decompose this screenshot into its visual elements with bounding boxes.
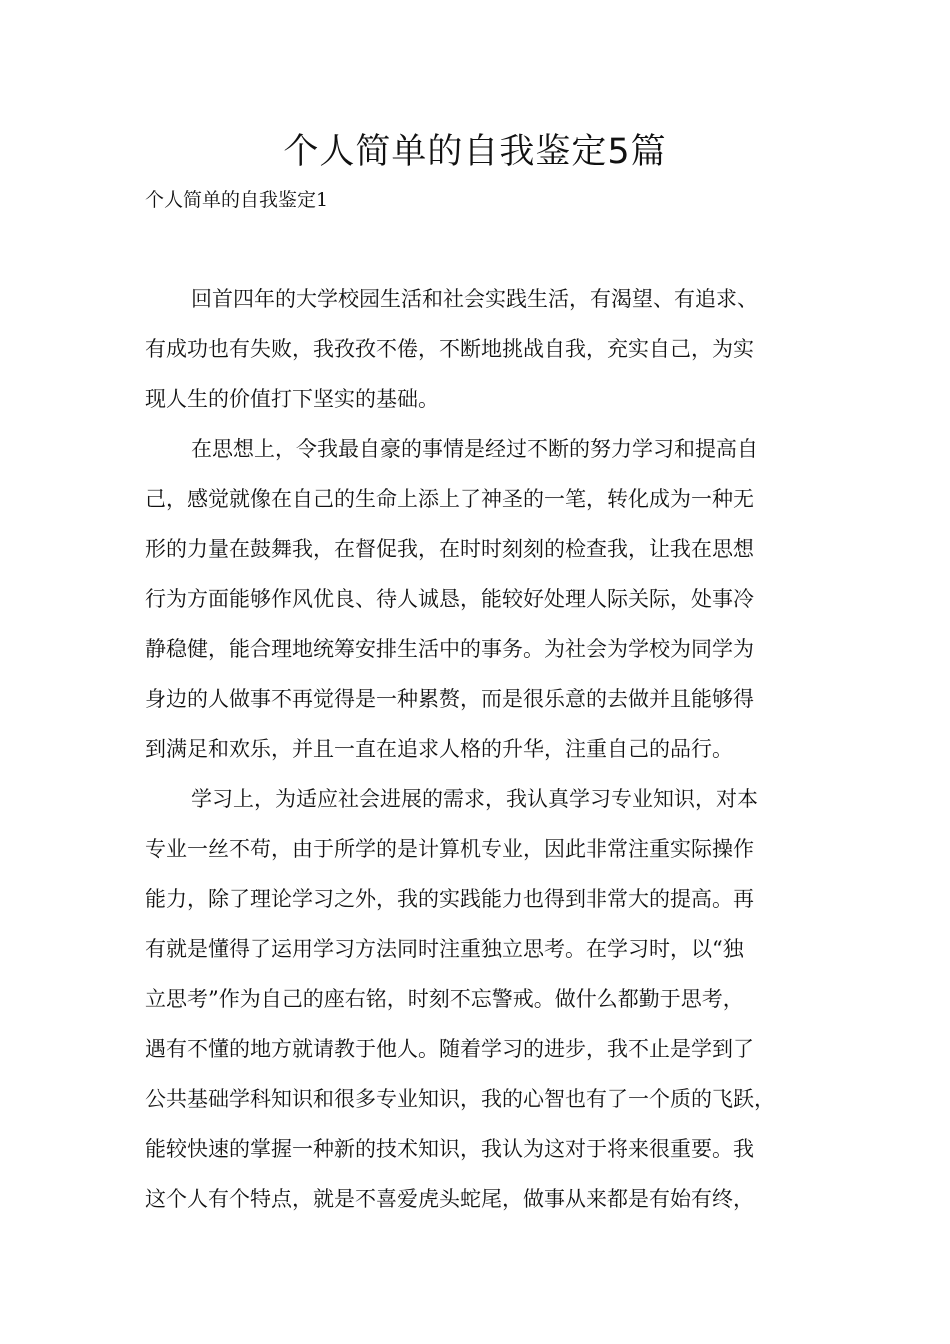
paragraph-line: 回首四年的大学校园生活和社会实践生活，有渴望、有追求、 [191, 287, 758, 311]
paragraph-line: 形的力量在鼓舞我，在督促我，在时时刻刻的检查我，让我在思想 [145, 537, 754, 561]
paragraph-line: 在思想上，令我最自豪的事情是经过不断的努力学习和提高自 [191, 437, 758, 461]
paragraph-line: 能较快速的掌握一种新的技术知识，我认为这对于将来很重要。我 [145, 1137, 754, 1161]
document-title: 个人简单的自我鉴定5篇 [283, 132, 667, 172]
paragraph-line: 遇有不懂的地方就请教于他人。随着学习的进步，我不止是学到了 [145, 1037, 754, 1061]
paragraph-line: 公共基础学科知识和很多专业知识，我的心智也有了一个质的飞跃， [145, 1087, 775, 1111]
paragraph-1 [145, 274, 825, 424]
paragraph-2 [145, 424, 825, 774]
paragraph-3 [145, 774, 825, 1224]
paragraph-line: 有就是懂得了运用学习方法同时注重独立思考。在学习时，以“独 [145, 937, 744, 961]
paragraph-line: 行为方面能够作风优良、待人诚恳，能较好处理人际关际，处事冷 [145, 587, 754, 611]
paragraph-line: 己，感觉就像在自己的生命上添上了神圣的一笔，转化成为一种无 [145, 487, 754, 511]
section-heading: 个人简单的自我鉴定1 [145, 189, 329, 211]
paragraph-line: 能力，除了理论学习之外，我的实践能力也得到非常大的提高。再 [145, 887, 754, 911]
paragraph-line: 有成功也有失败，我孜孜不倦，不断地挑战自我，充实自己，为实 [145, 337, 754, 361]
paragraph-line: 身边的人做事不再觉得是一种累赘，而是很乐意的去做并且能够得 [145, 687, 754, 711]
paragraph-line: 立思考”作为自己的座右铭，时刻不忘警戒。做什么都勤于思考， [145, 987, 744, 1011]
paragraph-line: 专业一丝不苟，由于所学的是计算机专业，因此非常注重实际操作 [145, 837, 754, 861]
paragraph-line: 到满足和欢乐，并且一直在追求人格的升华，注重自己的品行。 [145, 737, 733, 761]
paragraph-line: 学习上，为适应社会进展的需求，我认真学习专业知识，对本 [191, 787, 758, 811]
paragraph-line: 这个人有个特点，就是不喜爱虎头蛇尾，做事从来都是有始有终， [145, 1187, 754, 1211]
paragraph-line: 静稳健，能合理地统筹安排生活中的事务。为社会为学校为同学为 [145, 637, 754, 661]
paragraph-line: 现人生的价值打下坚实的基础。 [145, 387, 439, 411]
document-body [145, 274, 825, 1224]
